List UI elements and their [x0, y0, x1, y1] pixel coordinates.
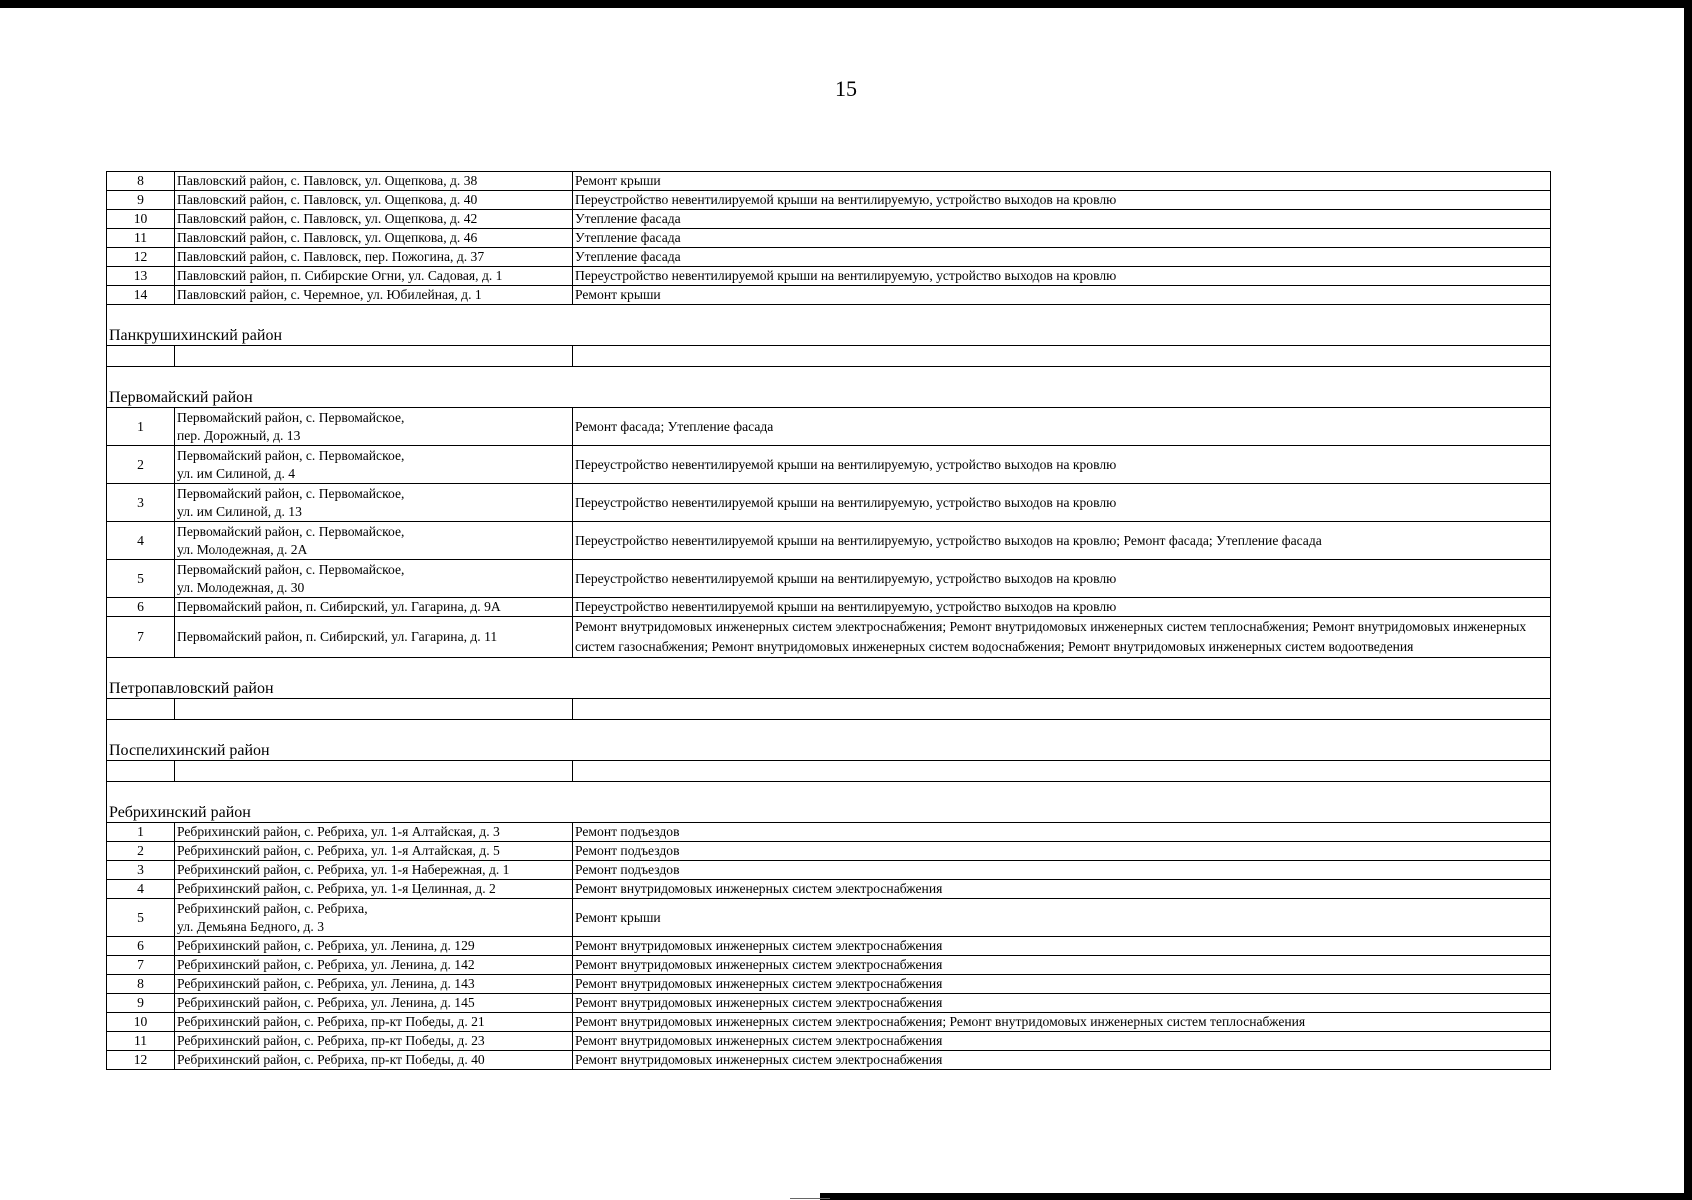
table-row: 9 Ребрихинский район, с. Ребриха, ул. Ленина, д. 145 Ремонт внутридомовых инженерных систем электроснабжения: [107, 994, 1551, 1013]
section-header-pervomaysky: [107, 367, 1551, 408]
table-row: 7 Первомайский район, п. Сибирский, ул. Гагарина, д. 11 Ремонт внутридомовых инженерных систем электроснабжения; Ремонт внутридомовых инженерных систем теплоснабжения; Ремонт внутридомовых инженерных систем газоснабжения; Ремонт внутридомовых инженерных систем водоснабжения; Ремонт внутридомовых инженерных систем водоотведения: [107, 617, 1551, 658]
table-row: 3 Первомайский район, с. Первомайское, ул. им Силиной, д. 13 Переустройство невентилируемой крыши на вентилируемую, устройство выходов на кровлю: [107, 484, 1551, 522]
table-row: 4 Ребрихинский район, с. Ребриха, ул. 1-я Целинная, д. 2 Ремонт внутридомовых инженерных систем электроснабжения: [107, 880, 1551, 899]
table-row: 1 Ребрихинский район, с. Ребриха, ул. 1-я Алтайская, д. 3 Ремонт подъездов: [107, 823, 1551, 842]
table-row: 5 Первомайский район, с. Первомайское, ул. Молодежная, д. 30 Переустройство невентилируемой крыши на вентилируемую, устройство выходов на кровлю: [107, 560, 1551, 598]
section-header-pankrushikhinsky: [107, 305, 1551, 346]
empty-row: [107, 761, 1551, 782]
scan-border-bottom-thin: [790, 1198, 830, 1199]
scan-border-top: [0, 0, 1692, 8]
table-row: 2 Ребрихинский район, с. Ребриха, ул. 1-я Алтайская, д. 5 Ремонт подъездов: [107, 842, 1551, 861]
table-row: 2 Первомайский район, с. Первомайское, ул. им Силиной, д. 4 Переустройство невентилируемой крыши на вентилируемую, устройство выходов на кровлю: [107, 446, 1551, 484]
table-row: 12 Ребрихинский район, с. Ребриха, пр-кт Победы, д. 40 Ремонт внутридомовых инженерных систем электроснабжения: [107, 1051, 1551, 1070]
table-row: 1 Первомайский район, с. Первомайское, пер. Дорожный, д. 13 Ремонт фасада; Утепление фасада: [107, 408, 1551, 446]
scan-border-right: [1684, 0, 1692, 1200]
empty-row: [107, 346, 1551, 367]
section-title: Первомайский район: [107, 367, 1551, 408]
section-title: Ребрихинский район: [107, 782, 1551, 823]
table-row: 7 Ребрихинский район, с. Ребриха, ул. Ленина, д. 142 Ремонт внутридомовых инженерных систем электроснабжения: [107, 956, 1551, 975]
table-row: 6 Ребрихинский район, с. Ребриха, ул. Ленина, д. 129 Ремонт внутридомовых инженерных систем электроснабжения: [107, 937, 1551, 956]
section-header-petropavlovsky: [107, 658, 1551, 699]
page-number: 15: [835, 76, 857, 101]
table-row: 14 Павловский район, с. Черемное, ул. Юбилейная, д. 1 Ремонт крыши: [107, 286, 1551, 305]
table-row: 3 Ребрихинский район, с. Ребриха, ул. 1-я Набережная, д. 1 Ремонт подъездов: [107, 861, 1551, 880]
table-row: 6 Первомайский район, п. Сибирский, ул. Гагарина, д. 9А Переустройство невентилируемой крыши на вентилируемую, устройство выходов на кровлю: [107, 598, 1551, 617]
table-row: 12 Павловский район, с. Павловск, пер. Пожогина, д. 37 Утепление фасада: [107, 248, 1551, 267]
table-row: 10 Павловский район, с. Павловск, ул. Ощепкова, д. 42 Утепление фасада: [107, 210, 1551, 229]
table-row: 13 Павловский район, п. Сибирские Огни, ул. Садовая, д. 1 Переустройство невентилируемой крыши на вентилируемую, устройство выходов на кровлю: [107, 267, 1551, 286]
table-row: 8 Павловский район, с. Павловск, ул. Ощепкова, д. 38 Ремонт крыши: [107, 172, 1551, 191]
section-title: Петропавловский район: [107, 658, 1551, 699]
section-header-rebrikhinsky: [107, 782, 1551, 823]
table-row: 8 Ребрихинский район, с. Ребриха, ул. Ленина, д. 143 Ремонт внутридомовых инженерных систем электроснабжения: [107, 975, 1551, 994]
table-row: 10 Ребрихинский район, с. Ребриха, пр-кт Победы, д. 21 Ремонт внутридомовых инженерных систем электроснабжения; Ремонт внутридомовых инженерных систем теплоснабжения: [107, 1013, 1551, 1032]
table-row: 4 Первомайский район, с. Первомайское, ул. Молодежная, д. 2А Переустройство невентилируемой крыши на вентилируемую, устройство выходов на кровлю; Ремонт фасада; Утепление фасада: [107, 522, 1551, 560]
section-header-pospelikhinsky: [107, 720, 1551, 761]
table-row: 5 Ребрихинский район, с. Ребриха, ул. Демьяна Бедного, д. 3 Ремонт крыши: [107, 899, 1551, 937]
repair-table: [106, 171, 1551, 1070]
section-title: Поспелихинский район: [107, 720, 1551, 761]
section-title: Панкрушихинский район: [107, 305, 1551, 346]
scan-border-bottom: [820, 1193, 1692, 1200]
empty-row: [107, 699, 1551, 720]
table-row: 9 Павловский район, с. Павловск, ул. Ощепкова, д. 40 Переустройство невентилируемой крыши на вентилируемую, устройство выходов на кровлю: [107, 191, 1551, 210]
table-row: 11 Павловский район, с. Павловск, ул. Ощепкова, д. 46 Утепление фасада: [107, 229, 1551, 248]
table-row: 11 Ребрихинский район, с. Ребриха, пр-кт Победы, д. 23 Ремонт внутридомовых инженерных систем электроснабжения: [107, 1032, 1551, 1051]
